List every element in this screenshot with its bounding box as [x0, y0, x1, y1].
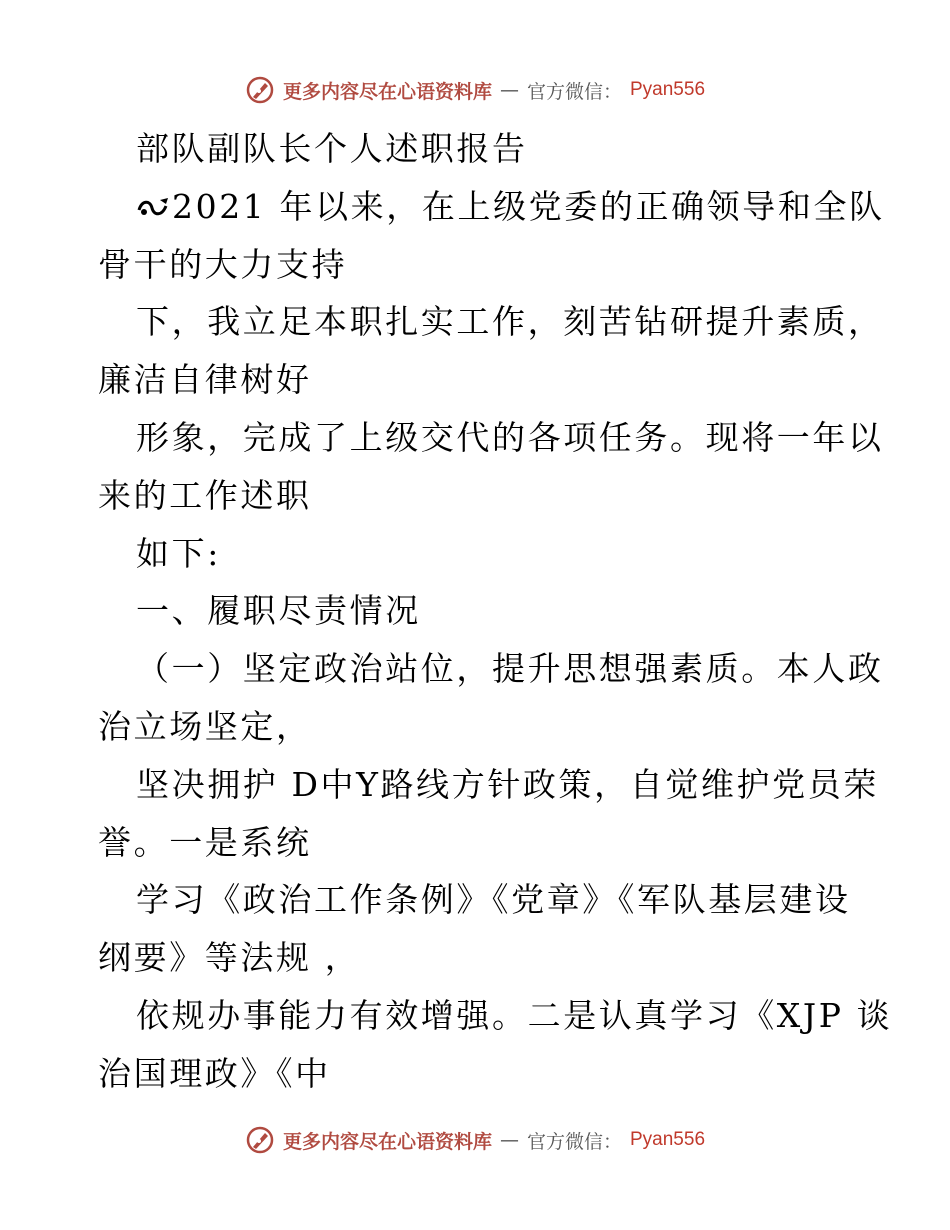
paragraph-line: 形象，完成了上级交代的各项任务。现将一年以	[136, 417, 884, 457]
section-heading: 一、履职尽责情况	[136, 591, 421, 631]
watermark-official-label: 官方微信：	[526, 80, 622, 103]
pen-logo-icon	[245, 75, 275, 105]
watermark-wechat-id: Pyan556	[630, 1129, 706, 1150]
watermark-site-text: 更多内容尽在心语资料库	[282, 1130, 492, 1153]
paragraph-line: 治国理政》《中	[98, 1053, 331, 1093]
paragraph-line: 学习《政治工作条例》《党章》《军队基层建设	[136, 880, 851, 920]
watermark-site-text: 更多内容尽在心语资料库	[282, 80, 492, 103]
paragraph-line: 治立场坚定，	[98, 706, 312, 746]
paragraph-line: 纲要》等法规 ，	[98, 938, 361, 978]
paragraph-line: 如下:	[136, 533, 221, 573]
paragraph-line	[98, 178, 885, 236]
paragraph-line: （一）坚定政治站位，提升思想强素质。本人政	[136, 649, 884, 689]
ornament-bullet-icon	[136, 194, 172, 220]
pen-logo-icon	[245, 1125, 275, 1155]
document-title: 部队副队长个人述职报告	[136, 129, 528, 168]
footer-watermark	[0, 1122, 950, 1158]
watermark-wechat-id: Pyan556	[630, 79, 706, 100]
header-watermark	[0, 72, 950, 108]
document-body	[98, 120, 893, 1103]
watermark-official-label: 官方微信：	[526, 1130, 622, 1153]
paragraph-line: 下，我立足本职扎实工作，刻苦钻研提升素质，	[136, 302, 884, 342]
paragraph-line: 廉洁自律树好	[98, 360, 312, 400]
paragraph-line: 誉。一是系统	[98, 822, 312, 862]
paragraph-line: 依规办事能力有效增强。二是认真学习《XJP 谈	[136, 995, 893, 1035]
watermark-dash: —	[499, 79, 519, 101]
paragraph-line: 坚决拥护 D中Y路线方针政策，自觉维护党员荣	[136, 764, 879, 804]
watermark-dash: —	[499, 1129, 519, 1151]
paragraph-line: 骨干的大力支持	[98, 244, 348, 284]
paragraph-line: 来的工作述职	[98, 475, 312, 515]
paragraph-text: 2021 年以来，在上级党委的正确领导和全队	[172, 186, 885, 226]
